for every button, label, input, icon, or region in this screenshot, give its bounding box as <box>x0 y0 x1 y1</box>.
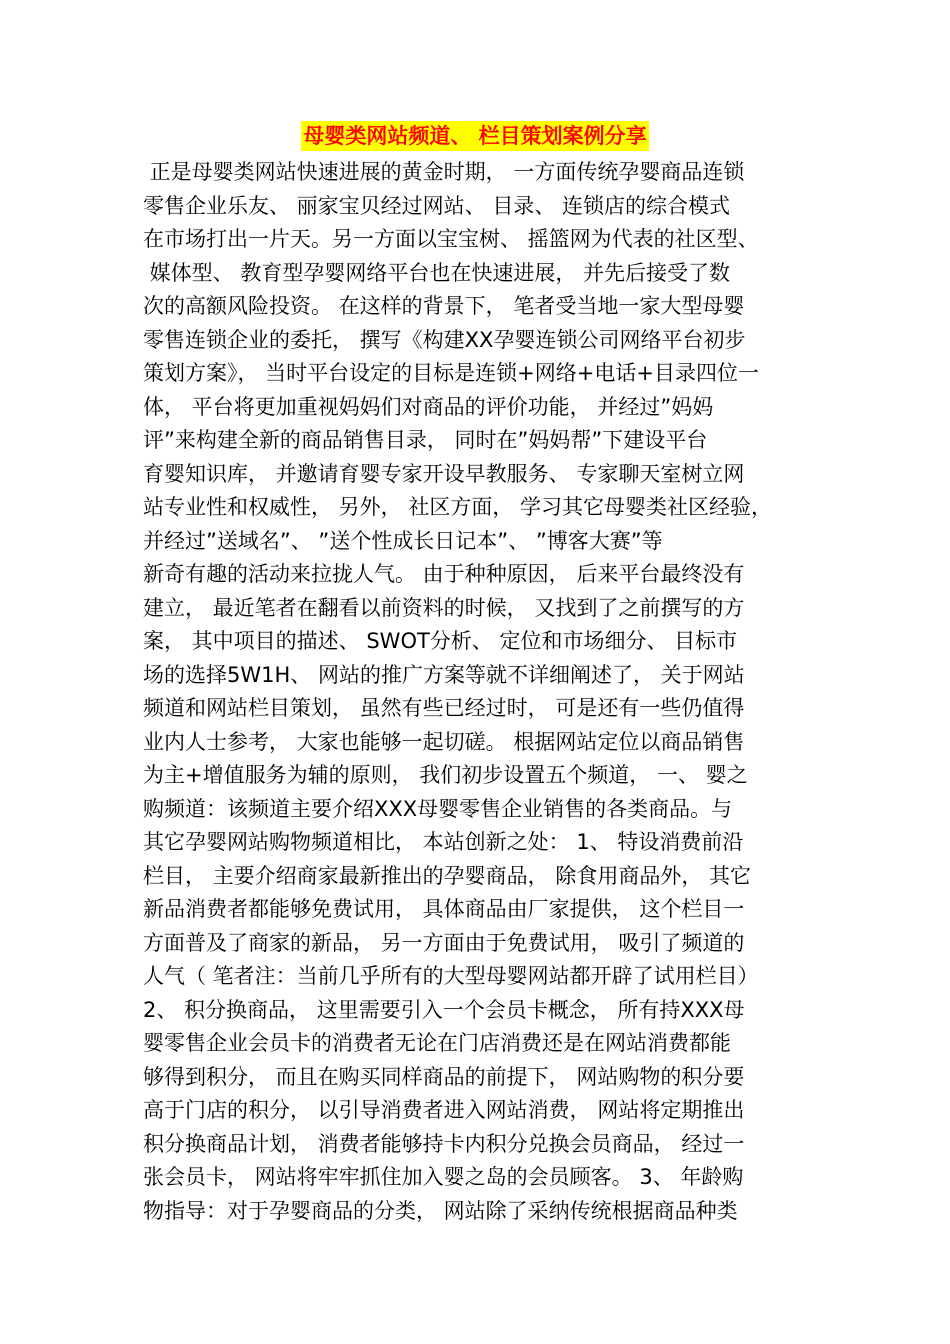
text-line: 新品消费者都能够免费试用， 具体商品由厂家提供， 这个栏目一 <box>143 897 745 921</box>
text-line: 在市场打出一片天。另一方面以宝宝树、 摇篮网为代表的社区型、 <box>143 227 759 251</box>
text-line: 正是母婴类网站快速进展的黄金时期， 一方面传统孕婴商品连锁 <box>143 160 745 184</box>
text-line: 新奇有趣的活动来拉拢人气。 由于种种原因， 后来平台最终没有 <box>143 562 745 586</box>
text-line: 次的高额风险投资。 在这样的背景下， 笔者受当地一家大型母婴 <box>143 294 745 318</box>
text-line: 业内人士参考， 大家也能够一起切磋。 根据网站定位以商品销售 <box>143 729 745 754</box>
text-line: 其它孕婴网站购物频道相比， 本站创新之处： 1、 特设消费前沿 <box>143 830 744 854</box>
text-line: 零售企业乐友、 丽家宝贝经过网站、 目录、 连锁店的综合模式 <box>143 193 731 218</box>
text-line: 场的选择5W1H、 网站的推广方案等就不详细阐述了， 关于网站 <box>143 662 745 687</box>
text-line: 物指导：对于孕婴商品的分类， 网站除了采纳传统根据商品种类 <box>143 1198 738 1223</box>
text-line: 策划方案》， 当时平台设定的目标是连锁+网络+电话+目录四位一 <box>143 361 759 385</box>
text-line: 体， 平台将更加重视妈妈们对商品的评价功能， 并经过”妈妈 <box>143 394 714 419</box>
text-line: 评”来构建全新的商品销售目录， 同时在”妈妈帮”下建设平台 <box>143 428 708 452</box>
text-line: 人气（ 笔者注：当前几乎所有的大型母婴网站都开辟了试用栏目） <box>143 964 759 988</box>
text-line: 积分换商品计划， 消费者能够持卡内积分兑换会员商品， 经过一 <box>143 1131 745 1156</box>
text-line: 张会员卡， 网站将牢牢抓住加入婴之岛的会员顾客。 3、 年龄购 <box>143 1165 744 1189</box>
text-line: 高于门店的积分， 以引导消费者进入网站消费， 网站将定期推出 <box>143 1098 745 1122</box>
title-container <box>0 121 950 151</box>
text-line: 媒体型、 教育型孕婴网络平台也在快速进展， 并先后接受了数 <box>143 260 731 285</box>
text-line: 为主+增值服务为辅的原则， 我们初步设置五个频道， 一、 婴之 <box>143 763 748 787</box>
text-line: 站专业性和权威性， 另外， 社区方面， 学习其它母婴类社区经验， <box>143 495 773 519</box>
text-line: 2、 积分换商品， 这里需要引入一个会员卡概念， 所有持XXX母 <box>143 997 745 1022</box>
document-title: 母婴类网站频道、 栏目策划案例分享 <box>301 121 648 151</box>
text-line: 并经过”送域名”、 ”送个性成长日记本”、 ”博客大赛”等 <box>143 528 663 553</box>
text-line: 婴零售企业会员卡的消费者无论在门店消费还是在网站消费都能 <box>143 1031 731 1055</box>
text-line: 频道和网站栏目策划， 虽然有些已经过时， 可是还有一些仍值得 <box>143 696 745 720</box>
text-line: 零售连锁企业的委托， 撰写《构建XX孕婴连锁公司网络平台初步 <box>143 327 746 352</box>
text-line: 栏目， 主要介绍商家最新推出的孕婴商品， 除食用商品外， 其它 <box>143 863 752 888</box>
text-line: 案， 其中项目的描述、 SWOT分析、 定位和市场细分、 目标市 <box>143 629 738 653</box>
text-line: 够得到积分， 而且在购买同样商品的前提下， 网站购物的积分要 <box>143 1064 745 1089</box>
body-paragraph <box>143 156 813 1228</box>
text-line: 建立， 最近笔者在翻看以前资料的时候， 又找到了之前撰写的方 <box>143 595 745 620</box>
text-line: 方面普及了商家的新品， 另一方面由于免费试用， 吸引了频道的 <box>143 930 745 955</box>
text-line: 购频道：该频道主要介绍XXX母婴零售企业销售的各类商品。与 <box>143 796 733 821</box>
text-line: 育婴知识库， 并邀请育婴专家开设早教服务、 专家聊天室树立网 <box>143 461 745 486</box>
